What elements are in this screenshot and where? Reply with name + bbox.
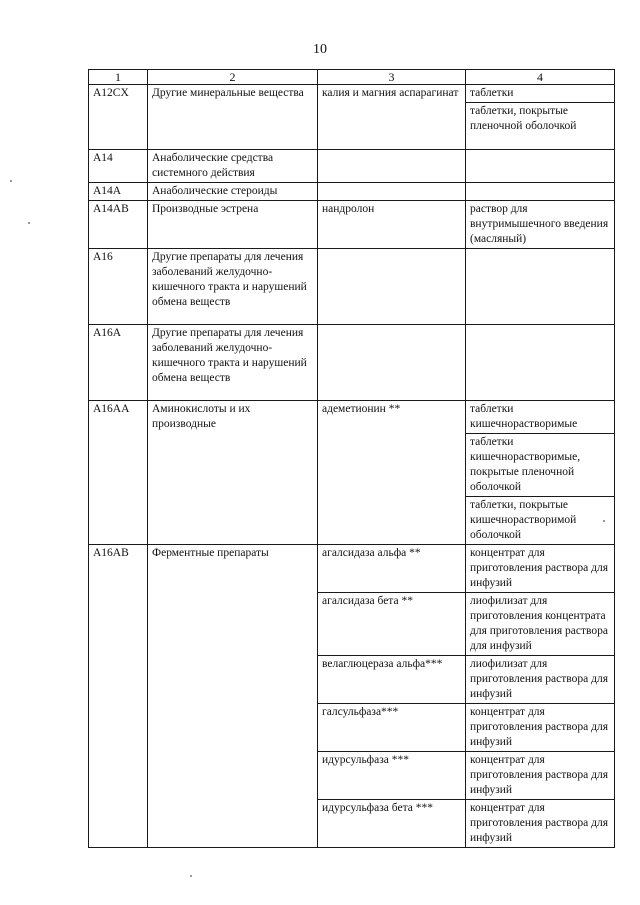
dosage-forms-cell: лиофилизат для приготовления концентрата для приготовления раствора для инфузий bbox=[466, 593, 615, 656]
atc-code-cell: A14A bbox=[89, 183, 148, 201]
drug-list-table bbox=[88, 69, 615, 848]
scan-speck bbox=[10, 180, 12, 182]
group-name-cell: Анаболические стероиды bbox=[148, 183, 318, 201]
substance-cell bbox=[318, 249, 466, 325]
column-header: 3 bbox=[318, 70, 466, 85]
group-name-cell: Анаболические средства системного действия bbox=[148, 150, 318, 183]
dosage-form: таблетки bbox=[466, 85, 614, 103]
substance-cell bbox=[318, 325, 466, 401]
dosage-forms-cell: концентрат для приготовления раствора для инфузий bbox=[466, 800, 615, 848]
table-header-row bbox=[89, 70, 615, 85]
column-header: 1 bbox=[89, 70, 148, 85]
table-row bbox=[89, 249, 615, 325]
dosage-forms-cell: концентрат для приготовления раствора для инфузий bbox=[466, 752, 615, 800]
dosage-forms-cell: концентрат для приготовления раствора для инфузий bbox=[466, 704, 615, 752]
table-row bbox=[89, 401, 615, 545]
dosage-forms-cell bbox=[466, 401, 615, 545]
scan-speck bbox=[190, 875, 192, 877]
substance-cell: агалсидаза альфа ** bbox=[318, 545, 466, 593]
table-row bbox=[89, 201, 615, 249]
atc-code-cell: A16 bbox=[89, 249, 148, 325]
substance-cell bbox=[318, 183, 466, 201]
substance-cell: адеметионин ** bbox=[318, 401, 466, 545]
atc-code-cell: A16AB bbox=[89, 545, 148, 848]
substance-cell: идурсульфаза *** bbox=[318, 752, 466, 800]
dosage-forms-cell: раствор для внутримышечного введения (масляный) bbox=[466, 201, 615, 249]
dosage-form: таблетки, покрытые кишечнорастворимой оболочкой bbox=[470, 499, 577, 541]
table-row bbox=[89, 183, 615, 201]
dosage-forms-cell bbox=[466, 183, 615, 201]
group-name-cell: Аминокислоты и их производные bbox=[148, 401, 318, 545]
atc-code-cell: A16AA bbox=[89, 401, 148, 545]
group-name-cell: Ферментные препараты bbox=[148, 545, 318, 848]
substance-cell: нандролон bbox=[318, 201, 466, 249]
scan-speck bbox=[603, 520, 605, 522]
page-number: 10 bbox=[313, 42, 327, 57]
atc-code-cell: A14AB bbox=[89, 201, 148, 249]
dosage-forms-cell bbox=[466, 249, 615, 325]
atc-code-cell: A12CX bbox=[89, 85, 148, 150]
substance-cell: велаглюцераза альфа*** bbox=[318, 656, 466, 704]
substance-cell: галсульфаза*** bbox=[318, 704, 466, 752]
dosage-forms-cell bbox=[466, 150, 615, 183]
scan-speck bbox=[28, 222, 30, 224]
group-name-cell: Другие минеральные вещества bbox=[148, 85, 318, 150]
column-header: 2 bbox=[148, 70, 318, 85]
atc-code-cell: A16A bbox=[89, 325, 148, 401]
dosage-form: таблетки, покрытые пленочной оболочкой bbox=[470, 105, 577, 132]
table-row bbox=[89, 325, 615, 401]
substance-cell: идурсульфаза бета *** bbox=[318, 800, 466, 848]
dosage-forms-cell: концентрат для приготовления раствора для инфузий bbox=[466, 545, 615, 593]
group-name-cell: Другие препараты для лечения заболеваний желудочно-кишечного тракта и нарушений обмена веществ bbox=[148, 325, 318, 401]
dosage-forms-cell bbox=[466, 325, 615, 401]
substance-cell bbox=[318, 150, 466, 183]
dosage-form: таблетки кишечнорастворимые bbox=[466, 401, 614, 434]
dosage-form: таблетки кишечнорастворимые, покрытые пленочной оболочкой bbox=[466, 434, 614, 497]
table-row bbox=[89, 545, 615, 593]
table-row bbox=[89, 150, 615, 183]
column-header: 4 bbox=[466, 70, 615, 85]
group-name-cell: Производные эстрена bbox=[148, 201, 318, 249]
substance-cell: калия и магния аспарагинат bbox=[318, 85, 466, 150]
group-name-cell: Другие препараты для лечения заболеваний желудочно-кишечного тракта и нарушений обмена веществ bbox=[148, 249, 318, 325]
substance-cell: агалсидаза бета ** bbox=[318, 593, 466, 656]
table-row bbox=[89, 85, 615, 150]
dosage-forms-cell: лиофилизат для приготовления раствора для инфузий bbox=[466, 656, 615, 704]
dosage-forms-cell bbox=[466, 85, 615, 150]
atc-code-cell: A14 bbox=[89, 150, 148, 183]
